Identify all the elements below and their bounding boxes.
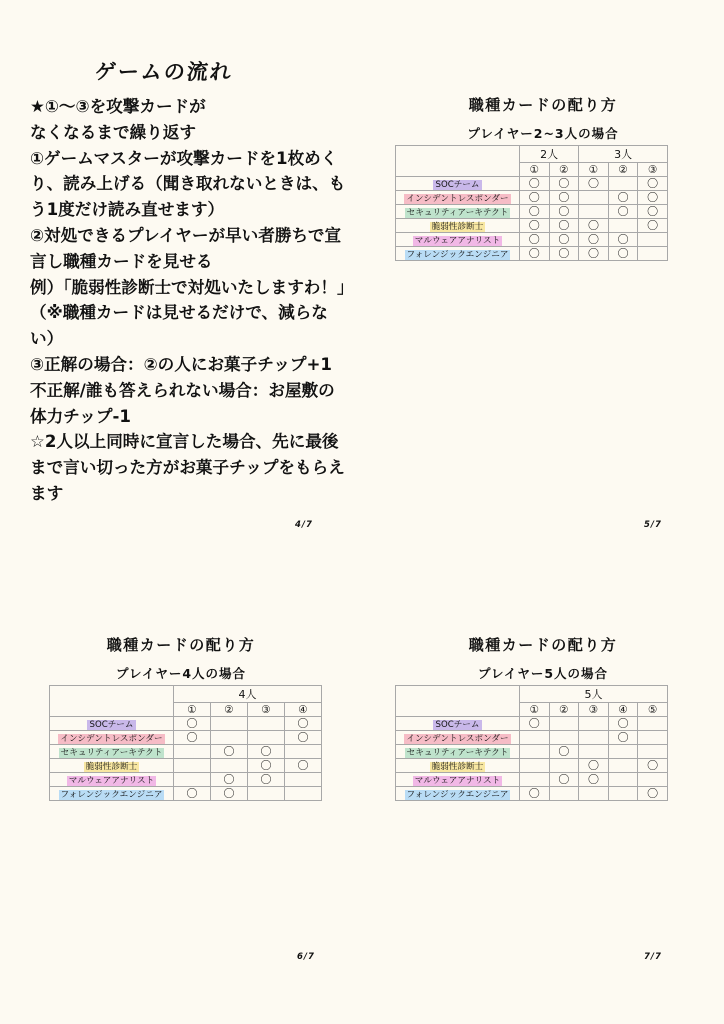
role-cell <box>396 745 520 759</box>
role-label: 脆弱性診断士 <box>85 761 138 772</box>
assigned-mark: 〇 <box>638 205 668 219</box>
flow-line: ★①～③を攻撃カードが <box>30 97 206 116</box>
assigned-mark: 〇 <box>638 787 668 801</box>
corner-cell <box>50 686 174 717</box>
role-cell <box>396 233 520 247</box>
assigned-mark: 〇 <box>579 219 609 233</box>
assigned-mark: 〇 <box>285 717 322 731</box>
empty-cell <box>174 759 211 773</box>
assigned-mark: 〇 <box>248 745 285 759</box>
role-cell <box>396 247 520 261</box>
role-label: 脆弱性診断士 <box>431 221 484 232</box>
assigned-mark: 〇 <box>285 731 322 745</box>
role-cell <box>396 787 520 801</box>
assigned-mark: 〇 <box>211 773 248 787</box>
table-row <box>396 787 668 801</box>
assigned-mark: 〇 <box>520 191 550 205</box>
empty-cell <box>608 177 638 191</box>
empty-cell <box>285 773 322 787</box>
role-cell <box>396 717 520 731</box>
flow-line: 例）「脆弱性診断士で対処いたしますわ！」（※職種カードは見せるだけで、減らない） <box>30 277 346 349</box>
assigned-mark: 〇 <box>174 731 211 745</box>
assigned-mark: 〇 <box>579 177 609 191</box>
role-cell <box>396 191 520 205</box>
assigned-mark: 〇 <box>579 233 609 247</box>
empty-cell <box>248 787 285 801</box>
player-count-header: 4人 <box>174 686 322 703</box>
empty-cell <box>211 731 248 745</box>
assigned-mark: 〇 <box>608 731 638 745</box>
page-5 <box>362 0 724 530</box>
assigned-mark: 〇 <box>520 177 550 191</box>
assigned-mark: 〇 <box>579 759 609 773</box>
role-label: マルウェアアナリスト <box>414 235 501 246</box>
role-cell <box>50 717 174 731</box>
empty-cell <box>549 787 579 801</box>
player-number-header: ④ <box>285 703 322 717</box>
empty-cell <box>248 717 285 731</box>
empty-cell <box>549 717 579 731</box>
empty-cell <box>638 247 668 261</box>
empty-cell <box>579 191 609 205</box>
assigned-mark: 〇 <box>638 177 668 191</box>
empty-cell <box>638 773 668 787</box>
section-title: 職種カードの配り方 <box>468 636 618 654</box>
empty-cell <box>579 717 609 731</box>
player-count-header: 3人 <box>579 146 668 163</box>
table-row <box>396 247 668 261</box>
player-number-header: ① <box>174 703 211 717</box>
empty-cell <box>579 787 609 801</box>
section-subtitle: プレイヤー2~3人の場合 <box>467 126 619 141</box>
flow-line: なくなるまで繰り返す <box>30 122 196 142</box>
empty-cell <box>608 773 638 787</box>
assigned-mark: 〇 <box>549 219 579 233</box>
player-count-header: 2人 <box>520 146 579 163</box>
role-cell <box>396 177 520 191</box>
empty-cell <box>608 219 638 233</box>
flow-line: 不正解/誰も答えられない場合：お屋敷の体力チップ-1 <box>30 380 335 426</box>
empty-cell <box>211 759 248 773</box>
assigned-mark: 〇 <box>549 773 579 787</box>
empty-cell <box>608 745 638 759</box>
role-cell <box>50 745 174 759</box>
role-label: フォレンジックエンジニア <box>60 789 163 800</box>
player-number-header: ② <box>608 163 638 177</box>
player-number-header: ① <box>579 163 609 177</box>
assigned-mark: 〇 <box>608 205 638 219</box>
empty-cell <box>211 717 248 731</box>
empty-cell <box>579 731 609 745</box>
empty-cell <box>285 787 322 801</box>
empty-cell <box>520 759 550 773</box>
role-label: フォレンジックエンジニア <box>406 789 509 800</box>
section-subtitle: プレイヤー5人の場合 <box>477 666 609 681</box>
empty-cell <box>638 731 668 745</box>
player-number-header: ② <box>549 163 579 177</box>
assigned-mark: 〇 <box>608 233 638 247</box>
distribution-table-2-3 <box>395 145 668 261</box>
role-label: フォレンジックエンジニア <box>406 249 509 260</box>
table-row <box>396 191 668 205</box>
empty-cell <box>248 731 285 745</box>
assigned-mark: 〇 <box>579 773 609 787</box>
role-label: SOCチーム <box>435 719 480 730</box>
table-row <box>396 731 668 745</box>
assigned-mark: 〇 <box>248 773 285 787</box>
table-row <box>396 205 668 219</box>
section-subtitle: プレイヤー4人の場合 <box>115 666 247 681</box>
role-label: インシデントレスポンダー <box>406 733 509 744</box>
role-cell <box>396 773 520 787</box>
player-number-header: ③ <box>579 703 609 717</box>
role-label: セキュリティアーキテクト <box>60 747 163 758</box>
role-label: セキュリティアーキテクト <box>406 747 509 758</box>
empty-cell <box>638 717 668 731</box>
role-label: SOCチーム <box>89 719 134 730</box>
assigned-mark: 〇 <box>638 219 668 233</box>
role-label: 脆弱性診断士 <box>431 761 484 772</box>
assigned-mark: 〇 <box>520 247 550 261</box>
player-number-header: ④ <box>608 703 638 717</box>
player-number-header: ⑤ <box>638 703 668 717</box>
empty-cell <box>520 731 550 745</box>
table-row <box>50 759 322 773</box>
assigned-mark: 〇 <box>549 745 579 759</box>
assigned-mark: 〇 <box>520 219 550 233</box>
assigned-mark: 〇 <box>520 205 550 219</box>
page-number: 6/7 <box>297 952 315 962</box>
table-row <box>50 773 322 787</box>
role-cell <box>50 773 174 787</box>
corner-cell <box>396 686 520 717</box>
empty-cell <box>549 759 579 773</box>
flow-line: ③正解の場合：②の人にお菓子チップ+1 <box>30 354 332 374</box>
player-number-header: ① <box>520 163 550 177</box>
empty-cell <box>608 759 638 773</box>
empty-cell <box>608 787 638 801</box>
page-number: 5/7 <box>644 520 662 530</box>
role-cell <box>396 731 520 745</box>
assigned-mark: 〇 <box>520 233 550 247</box>
distribution-table-5 <box>395 685 668 801</box>
corner-cell <box>396 146 520 177</box>
assigned-mark: 〇 <box>285 759 322 773</box>
player-number-header: ① <box>520 703 550 717</box>
assigned-mark: 〇 <box>211 787 248 801</box>
empty-cell <box>285 745 322 759</box>
table-row <box>396 759 668 773</box>
role-label: セキュリティアーキテクト <box>406 207 509 218</box>
role-cell <box>50 787 174 801</box>
role-label: マルウェアアナリスト <box>414 775 501 786</box>
section-title: 職種カードの配り方 <box>468 96 618 114</box>
section-title: 職種カードの配り方 <box>106 636 256 654</box>
table-row <box>50 745 322 759</box>
page-number: 7/7 <box>644 952 662 962</box>
empty-cell <box>549 731 579 745</box>
assigned-mark: 〇 <box>549 177 579 191</box>
assigned-mark: 〇 <box>608 191 638 205</box>
empty-cell <box>174 745 211 759</box>
role-cell <box>396 759 520 773</box>
assigned-mark: 〇 <box>174 717 211 731</box>
empty-cell <box>638 745 668 759</box>
assigned-mark: 〇 <box>549 233 579 247</box>
player-count-header: 5人 <box>520 686 668 703</box>
player-number-header: ② <box>549 703 579 717</box>
table-row <box>396 717 668 731</box>
empty-cell <box>638 233 668 247</box>
empty-cell <box>174 773 211 787</box>
role-cell <box>396 219 520 233</box>
flow-line: ①ゲームマスターが攻撃カードを1枚めくり、読み上げる（聞き取れないときは、もう1度だけ読み直せます） <box>30 148 346 220</box>
role-label: SOCチーム <box>435 179 480 190</box>
player-number-header: ② <box>211 703 248 717</box>
assigned-mark: 〇 <box>520 787 550 801</box>
assigned-mark: 〇 <box>638 759 668 773</box>
player-number-header: ③ <box>248 703 285 717</box>
assigned-mark: 〇 <box>248 759 285 773</box>
page-7 <box>362 512 724 1024</box>
table-row <box>396 219 668 233</box>
assigned-mark: 〇 <box>638 191 668 205</box>
table-row <box>396 177 668 191</box>
assigned-mark: 〇 <box>608 247 638 261</box>
table-row <box>396 773 668 787</box>
table-row <box>396 745 668 759</box>
table-row <box>50 731 322 745</box>
distribution-table-4 <box>49 685 322 801</box>
page-4 <box>0 0 362 530</box>
role-cell <box>50 759 174 773</box>
table-row <box>396 233 668 247</box>
flow-line: ②対処できるプレイヤーが早い者勝ちで宣言し職種カードを見せる <box>30 225 342 271</box>
page-number: 4/7 <box>295 520 313 530</box>
table-row <box>50 717 322 731</box>
assigned-mark: 〇 <box>549 191 579 205</box>
game-flow-body <box>30 94 350 507</box>
assigned-mark: 〇 <box>520 717 550 731</box>
flow-line: ☆2人以上同時に宣言した場合、先に最後まで言い切った方がお菓子チップをもらえます <box>30 432 345 503</box>
empty-cell <box>520 773 550 787</box>
game-flow-title: ゲームの流れ <box>93 60 235 84</box>
role-label: インシデントレスポンダー <box>60 733 163 744</box>
role-cell <box>50 731 174 745</box>
table-row <box>50 787 322 801</box>
assigned-mark: 〇 <box>549 205 579 219</box>
empty-cell <box>579 205 609 219</box>
role-cell <box>396 205 520 219</box>
assigned-mark: 〇 <box>579 247 609 261</box>
player-number-header: ③ <box>638 163 668 177</box>
assigned-mark: 〇 <box>174 787 211 801</box>
assigned-mark: 〇 <box>549 247 579 261</box>
assigned-mark: 〇 <box>211 745 248 759</box>
assigned-mark: 〇 <box>608 717 638 731</box>
role-label: インシデントレスポンダー <box>406 193 509 204</box>
role-label: マルウェアアナリスト <box>68 775 155 786</box>
empty-cell <box>579 745 609 759</box>
empty-cell <box>520 745 550 759</box>
page-6 <box>0 512 362 1024</box>
